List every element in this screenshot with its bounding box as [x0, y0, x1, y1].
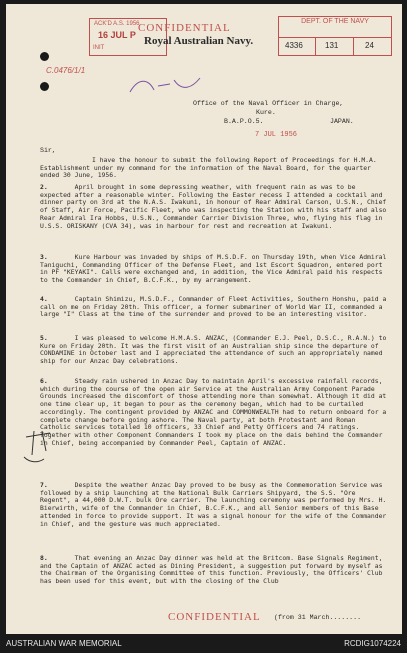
- margin-annotation: [20, 429, 60, 469]
- paragraph-text: Steady rain ushered in Anzac Day to maintain April's excessive rainfall records, which during the course of the open air Service at the Australian Army Component Parade Grounds increased the discomfort of those attending more than somewhat. Although it did at one time clear up, it began to pour as the ceremony began, which had to be curtailed accordingly. The contingent provided by ANZAC and COMMONWEALTH had to return onboard for a complete change before going ashore. The Naval party, at both Protestant and Roman Catholic services totalled 10 officers, 33 Chief and Petty Officers and 74 ratings. Together with other Component Commanders I took my place on the dais behind the Commander in Chief, being accompanied by Commander Peel, Captain of ANZAC.: [40, 377, 391, 447]
- paragraph-text: I was pleased to welcome H.M.A.S. ANZAC, (Commander E.J. Peel, D.S.C., R.A.N.) to Kure on Friday 20th. It was the first visit of an Australian ship since the departure of CONDAMINE in October last and I appreciated the attendance of such an appropriately named ship for our Anzac Day celebrations.: [40, 334, 391, 366]
- paragraph-number: 4.: [40, 295, 48, 303]
- office-line: Office of the Naval Officer in Charge,: [193, 100, 344, 107]
- punch-hole: [40, 52, 49, 61]
- ackd-stamp-init: INIT: [93, 45, 105, 51]
- paragraph-number: 2.: [40, 183, 48, 191]
- paragraph-number: 8.: [40, 554, 48, 562]
- salutation: Sir,: [40, 147, 56, 154]
- document-page: [6, 4, 402, 634]
- registry-ref-3: 24: [365, 41, 374, 50]
- paragraph-number: 3.: [40, 253, 48, 261]
- paragraph-3: [40, 254, 390, 285]
- paragraph-1: [40, 157, 390, 180]
- paragraph-text: April brought in some depressing weather, with frequent rain as was to be expected after a reasonable winter. Following the Easter recess I attended a cocktail and dinner party on 3rd at the N.A.S. Iwakuni, in honour of Rear Admiral Carson, U.S.N., Chief of Staff, Air Force, Pacific Fleet, who was inspecting the Station with his staff and also Rear Admiral Ira Hobbs, U.S.N., Commander Carrier Division Three, who, flying his flag in U.S.S. ORISKANY (CVA 34), was in harbour for rest and recreation at Iwakuni.: [40, 183, 391, 230]
- location-line: Kure.: [256, 109, 276, 116]
- address-line: B.A.P.O.5.: [224, 118, 264, 125]
- paragraph-number: 7.: [40, 481, 48, 489]
- paragraph-text: I have the honour to submit the following Report of Proceedings for H.M.A. Establishment under my command for the information of the Naval Board, for the quarter ended 30 June, 1956.: [40, 156, 381, 180]
- date-stamp: 7 JUL 1956: [255, 131, 298, 139]
- organisation-heading: Royal Australian Navy.: [144, 35, 254, 47]
- paragraph-text: Despite the weather Anzac Day proved to be busy as the Commemoration Service was followed by a ship launching at the National Bulk Carriers Shipyard, the S.S. "Ore Regent", a 44,000 D.W.T. bulk Ore carrier. The launching ceremony was performed by Mrs. H. Bierwirth, wife of the Commander in Chief, B.C.F.K., and all Senior members of this Base attended in force to provide support. It was a signal honour for the wife of the Commander in Chief, and the gesture was much appreciated.: [40, 481, 391, 528]
- registry-stamp-title: DEPT. OF THE NAVY: [301, 18, 369, 25]
- paragraph-number: 5.: [40, 334, 48, 342]
- registry-stamp: [278, 16, 392, 56]
- paragraph-4: [40, 296, 390, 319]
- confidential-top-stamp: CONFIDENTIAL: [138, 22, 231, 34]
- archive-name: AUSTRALIAN WAR MEMORIAL: [6, 639, 122, 648]
- paragraph-6: [40, 378, 390, 447]
- paragraph-number: 6.: [40, 377, 48, 385]
- paragraph-8: [40, 555, 390, 586]
- file-reference: C.0476/1/1: [46, 66, 86, 75]
- paragraph-text: That evening an Anzac Day dinner was held at the Britcom. Base Signals Regiment, and the Captain of ANZAC acted as Dining President, a suggestion put forward by myself as the Chairman of the Organising Committee of this function. Previously, the Officers' Club has been used for this event, but with the closing of the Club: [40, 554, 387, 586]
- registry-ref-2: 131: [325, 41, 339, 50]
- paragraph-2: [40, 184, 390, 230]
- confidential-bottom-stamp: CONFIDENTIAL: [168, 611, 261, 623]
- continuation-note: (from 31 March........: [274, 614, 362, 621]
- ackd-stamp-line: ACK'D A.S. 1956: [94, 21, 140, 27]
- registry-ref-1: 4336: [285, 41, 303, 50]
- archive-footer: [0, 634, 407, 653]
- archive-reference: RCDIG1074224: [344, 639, 401, 648]
- handwritten-annotation: [126, 72, 206, 102]
- country-line: JAPAN.: [330, 118, 354, 125]
- ackd-stamp-date: 16 JUL P: [98, 30, 136, 40]
- paragraph-text: Kure Harbour was invaded by ships of M.S.D.F. on Thursday 19th, when Vice Admiral Taniguchi, Commanding Officer of the Defense Fleet, and 1st Escort Squadron, entered port in PF "KEYAKI". Calls were exchanged and, in addition, the Vice Admiral paid his respects to the Commander in Chief, B.C.F.K., by my arrangement.: [40, 253, 391, 285]
- paragraph-7: [40, 482, 390, 528]
- paragraph-text: Captain Shimizu, M.S.D.F., Commander of Fleet Activities, Southern Honshu, paid a call on me on Friday 20th. This officer, a former submariner of World War II, commanded a large "I" Class at the time of the surrender and proved to be an interesting visitor.: [40, 295, 391, 319]
- punch-hole: [40, 82, 49, 91]
- paragraph-5: [40, 335, 390, 366]
